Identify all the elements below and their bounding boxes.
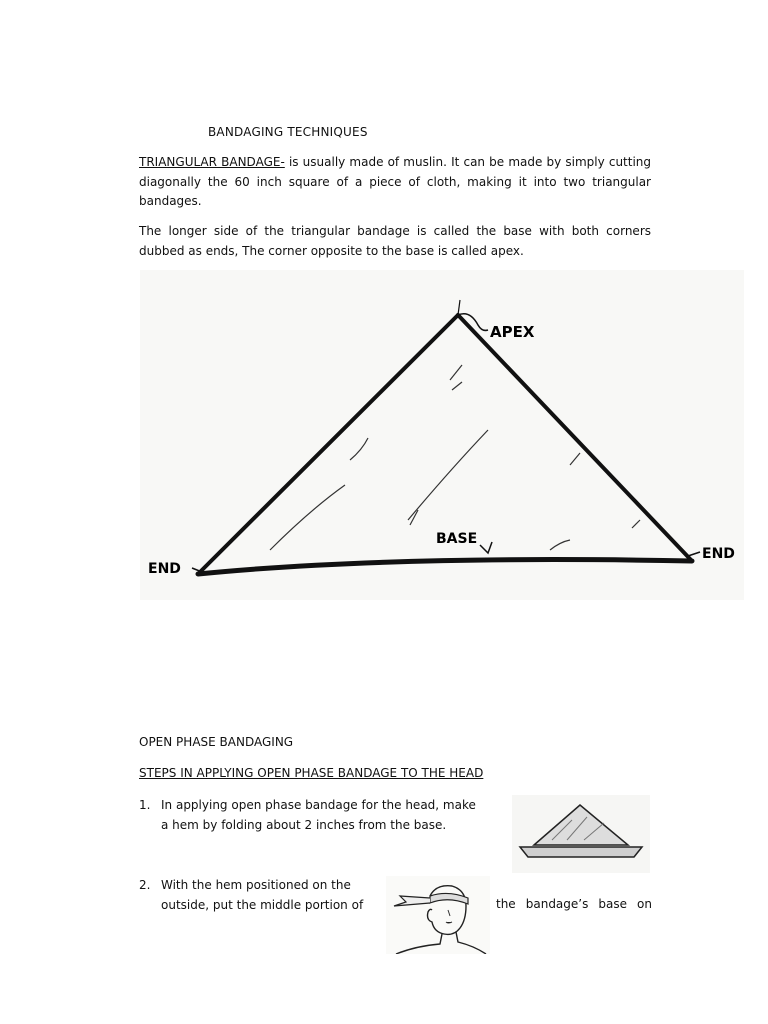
triangle-diagram	[140, 270, 744, 600]
folded-bandage-illustration	[512, 795, 650, 873]
step-2	[139, 876, 379, 915]
intro-text: is usually made of muslin. It can be made by simply cutting diagonally the 60 inch square of a piece of cloth, making it into two triangular bandages.	[139, 155, 652, 208]
hem-figure	[512, 795, 650, 877]
head-figure	[386, 876, 490, 958]
definition-paragraph: The longer side of the triangular bandage is called the base with both corners dubbed as ends, The corner opposite to the base is called apex.	[139, 224, 651, 258]
steps-heading: STEPS IN APPLYING OPEN PHASE BANDAGE TO THE HEAD	[139, 766, 484, 780]
head-bandage-illustration	[386, 876, 490, 954]
intro-paragraph	[139, 153, 651, 212]
step-2-line2-right: the bandage’s base on	[496, 897, 652, 911]
section-heading: OPEN PHASE BANDAGING	[139, 735, 294, 749]
triangle-figure	[140, 270, 744, 604]
apex-label: APEX	[490, 323, 535, 341]
step-text-line1: With the hem positioned on the	[161, 878, 351, 892]
triangular-bandage-term: TRIANGULAR BANDAGE-	[139, 155, 285, 169]
step-number: 1.	[139, 798, 151, 812]
end-right-label: END	[702, 546, 735, 562]
step-1	[139, 796, 509, 835]
page-title: BANDAGING TECHNIQUES	[208, 125, 368, 139]
end-left-label: END	[148, 561, 181, 577]
step-text-line1: In applying open phase bandage for the head, make	[161, 798, 476, 812]
step-text-line2-left: outside, put the middle portion of	[161, 897, 364, 912]
step-text-line2: a hem by folding about 2 inches from the base.	[161, 817, 447, 832]
base-label: BASE	[436, 531, 478, 547]
step-number: 2.	[139, 878, 151, 892]
